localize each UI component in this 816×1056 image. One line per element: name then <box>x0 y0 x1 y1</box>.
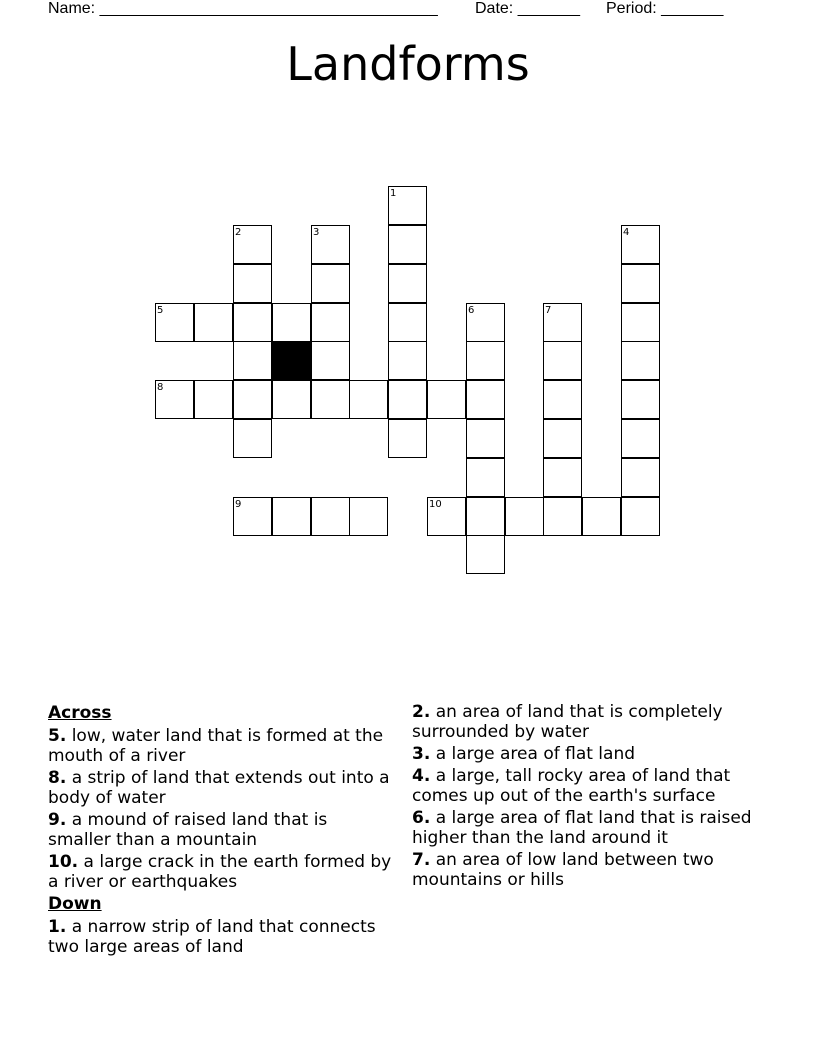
crossword-cell[interactable] <box>466 497 505 536</box>
crossword-cell[interactable] <box>543 497 582 536</box>
cell-number: 3 <box>313 227 320 238</box>
crossword-cell[interactable] <box>388 419 427 458</box>
crossword-cell[interactable] <box>621 225 660 264</box>
cell-number: 1 <box>390 188 397 199</box>
clue-number: 9. <box>48 810 67 830</box>
crossword-cell[interactable] <box>388 225 427 264</box>
crossword-cell[interactable] <box>621 497 660 536</box>
down-clue-4 <box>412 766 782 806</box>
clue-number: 7. <box>412 850 431 870</box>
crossword-cell[interactable] <box>621 458 660 497</box>
crossword-cell[interactable] <box>233 380 272 419</box>
across-clue-9 <box>48 810 393 850</box>
crossword-cell[interactable] <box>155 303 194 342</box>
crossword-cell[interactable] <box>543 419 582 458</box>
crossword-cell[interactable] <box>505 497 544 536</box>
clue-number: 1. <box>48 917 67 937</box>
crossword-cell[interactable] <box>543 458 582 497</box>
crossword-cell[interactable] <box>466 341 505 380</box>
crossword-cell[interactable] <box>233 303 272 342</box>
date-field-label: Date: _______ <box>475 0 580 17</box>
crossword-cell[interactable] <box>388 303 427 342</box>
period-field-label: Period: _______ <box>606 0 724 17</box>
across-heading: Across <box>48 703 112 723</box>
crossword-cell[interactable] <box>311 303 350 342</box>
clue-text: a large area of flat land <box>435 744 636 764</box>
clue-text: a narrow strip of land that connects two large areas of land <box>48 917 376 957</box>
crossword-cell[interactable] <box>311 380 350 419</box>
clue-text: a mound of raised land that is smaller than a mountain <box>48 810 328 850</box>
clue-number: 6. <box>412 808 431 828</box>
crossword-cell[interactable] <box>466 303 505 342</box>
cell-number: 2 <box>235 227 242 238</box>
crossword-cell[interactable] <box>621 341 660 380</box>
cell-number: 6 <box>468 305 475 316</box>
clue-text: an area of land that is completely surrounded by water <box>412 702 723 742</box>
crossword-cell[interactable] <box>543 303 582 342</box>
crossword-cell[interactable] <box>543 380 582 419</box>
cell-number: 7 <box>545 305 552 316</box>
clue-number: 2. <box>412 702 431 722</box>
black-square <box>272 341 311 380</box>
crossword-cell[interactable] <box>311 341 350 380</box>
clues-column-right <box>412 702 782 892</box>
crossword-cell[interactable] <box>233 225 272 264</box>
cell-number: 4 <box>623 227 630 238</box>
name-field-label: Name: ______________________________________ <box>48 0 438 17</box>
crossword-cell[interactable] <box>349 497 388 536</box>
clue-number: 10. <box>48 852 79 872</box>
crossword-cell[interactable] <box>388 341 427 380</box>
crossword-cell[interactable] <box>427 497 466 536</box>
clue-text: a large crack in the earth formed by a river or earthquakes <box>48 852 392 892</box>
down-clue-1 <box>48 917 393 957</box>
crossword-cell[interactable] <box>272 303 311 342</box>
crossword-cell[interactable] <box>621 264 660 303</box>
crossword-cell[interactable] <box>311 225 350 264</box>
crossword-cell[interactable] <box>155 380 194 419</box>
clue-text: low, water land that is formed at the mouth of a river <box>48 726 384 766</box>
crossword-cell[interactable] <box>466 419 505 458</box>
clue-number: 3. <box>412 744 431 764</box>
crossword-cell[interactable] <box>388 264 427 303</box>
crossword-cell[interactable] <box>311 497 350 536</box>
cell-number: 10 <box>429 499 442 510</box>
clue-text: a strip of land that extends out into a body of water <box>48 768 390 808</box>
crossword-cell[interactable] <box>466 535 505 574</box>
clue-text: an area of low land between two mountains or hills <box>412 850 714 890</box>
crossword-cell[interactable] <box>272 497 311 536</box>
clue-number: 8. <box>48 768 67 788</box>
across-clue-8 <box>48 768 393 808</box>
crossword-cell[interactable] <box>466 458 505 497</box>
cell-number: 5 <box>157 305 164 316</box>
crossword-cell[interactable] <box>582 497 621 536</box>
crossword-cell[interactable] <box>194 380 233 419</box>
clue-number: 5. <box>48 726 67 746</box>
crossword-cell[interactable] <box>233 497 272 536</box>
across-clue-10 <box>48 852 393 892</box>
down-clue-2 <box>412 702 782 742</box>
crossword-cell[interactable] <box>311 264 350 303</box>
cell-number: 8 <box>157 382 164 393</box>
down-heading: Down <box>48 894 102 914</box>
crossword-cell[interactable] <box>388 380 427 419</box>
crossword-cell[interactable] <box>621 380 660 419</box>
crossword-cell[interactable] <box>194 303 233 342</box>
cell-number: 9 <box>235 499 242 510</box>
page-title: Landforms <box>286 37 530 91</box>
crossword-cell[interactable] <box>349 380 388 419</box>
crossword-cell[interactable] <box>543 341 582 380</box>
clues-column-left <box>48 702 393 959</box>
crossword-cell[interactable] <box>427 380 466 419</box>
clue-number: 4. <box>412 766 431 786</box>
crossword-cell[interactable] <box>233 264 272 303</box>
clue-text: a large, tall rocky area of land that comes up out of the earth's surface <box>412 766 731 806</box>
down-clue-3 <box>412 744 782 764</box>
crossword-cell[interactable] <box>621 303 660 342</box>
down-clue-7 <box>412 850 782 890</box>
crossword-cell[interactable] <box>388 186 427 225</box>
clue-text: a large area of flat land that is raised higher than the land around it <box>412 808 752 848</box>
crossword-cell[interactable] <box>466 380 505 419</box>
down-clue-6 <box>412 808 782 848</box>
crossword-cell[interactable] <box>233 341 272 380</box>
crossword-cell[interactable] <box>621 419 660 458</box>
crossword-cell[interactable] <box>272 380 311 419</box>
crossword-cell[interactable] <box>233 419 272 458</box>
across-clue-5 <box>48 726 393 766</box>
